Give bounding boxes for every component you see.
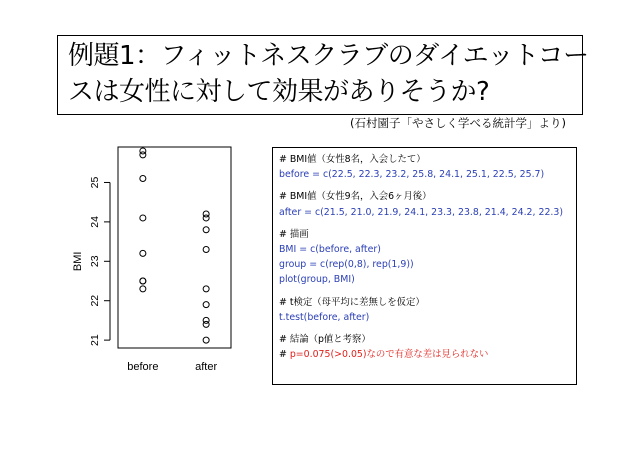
data-point-after	[203, 286, 209, 292]
y-tick-label: 21	[89, 334, 101, 346]
code-plot: plot(group, BMI)	[279, 274, 355, 286]
comment-conclusion: # 結論（p値と考察）	[279, 333, 371, 345]
title-line-1: 例題1：フィットネスクラブのダイエットコー	[68, 41, 589, 71]
code-after: after = c(21.5, 21.0, 21.9, 24.1, 23.3, 23.8, 21.4, 24.2, 22.3)	[279, 206, 564, 218]
y-tick-label: 23	[89, 255, 101, 268]
comment-bmi-after: # BMI値（女性9名，入会6ヶ月後）	[279, 191, 432, 203]
data-point-after	[203, 337, 209, 343]
conclusion-line	[279, 347, 570, 362]
x-category-label: before	[127, 361, 159, 373]
data-point-before	[140, 250, 146, 256]
code-ttest: t.test(before, after)	[279, 311, 370, 323]
y-tick-label: 24	[89, 216, 101, 228]
citation: (石村園子「やさしく学べる統計学」より)	[350, 116, 566, 130]
x-category-label: after	[195, 361, 218, 373]
y-axis-label: BMI	[72, 251, 84, 272]
code-bmi: BMI = c(before, after)	[279, 243, 381, 255]
data-point-after	[203, 321, 209, 327]
comment-bmi-before: # BMI値（女性8名，入会したて）	[279, 154, 426, 165]
title-line-2: スは女性に対して効果がありそうか?	[68, 77, 490, 107]
data-point-before	[140, 152, 146, 158]
title-box	[57, 35, 589, 115]
data-point-before	[140, 278, 146, 284]
data-point-after	[203, 302, 209, 308]
r-code-box	[272, 147, 577, 385]
code-group: group = c(rep(0,8), rep(1,9))	[279, 259, 414, 271]
comment-ttest: # t検定（母平均に差無しを仮定）	[279, 296, 425, 308]
code-before: before = c(22.5, 22.3, 23.2, 25.8, 24.1, 25.1, 22.5, 25.7)	[279, 169, 545, 181]
data-point-after	[203, 211, 209, 217]
conclusion-text: p=0.075(>0.05)なので有意な差は見られない	[289, 349, 489, 361]
y-tick-label: 25	[89, 176, 101, 189]
comment-plot: # 描画	[279, 228, 309, 240]
data-point-before	[140, 176, 146, 182]
data-point-before	[140, 286, 146, 292]
data-point-after	[203, 227, 209, 233]
conclusion-hash: #	[279, 349, 290, 361]
data-point-before	[140, 215, 146, 221]
plot-frame	[118, 147, 231, 348]
data-point-after	[203, 246, 209, 252]
y-tick-label: 22	[89, 294, 101, 307]
bmi-scatter-plot	[72, 140, 247, 385]
